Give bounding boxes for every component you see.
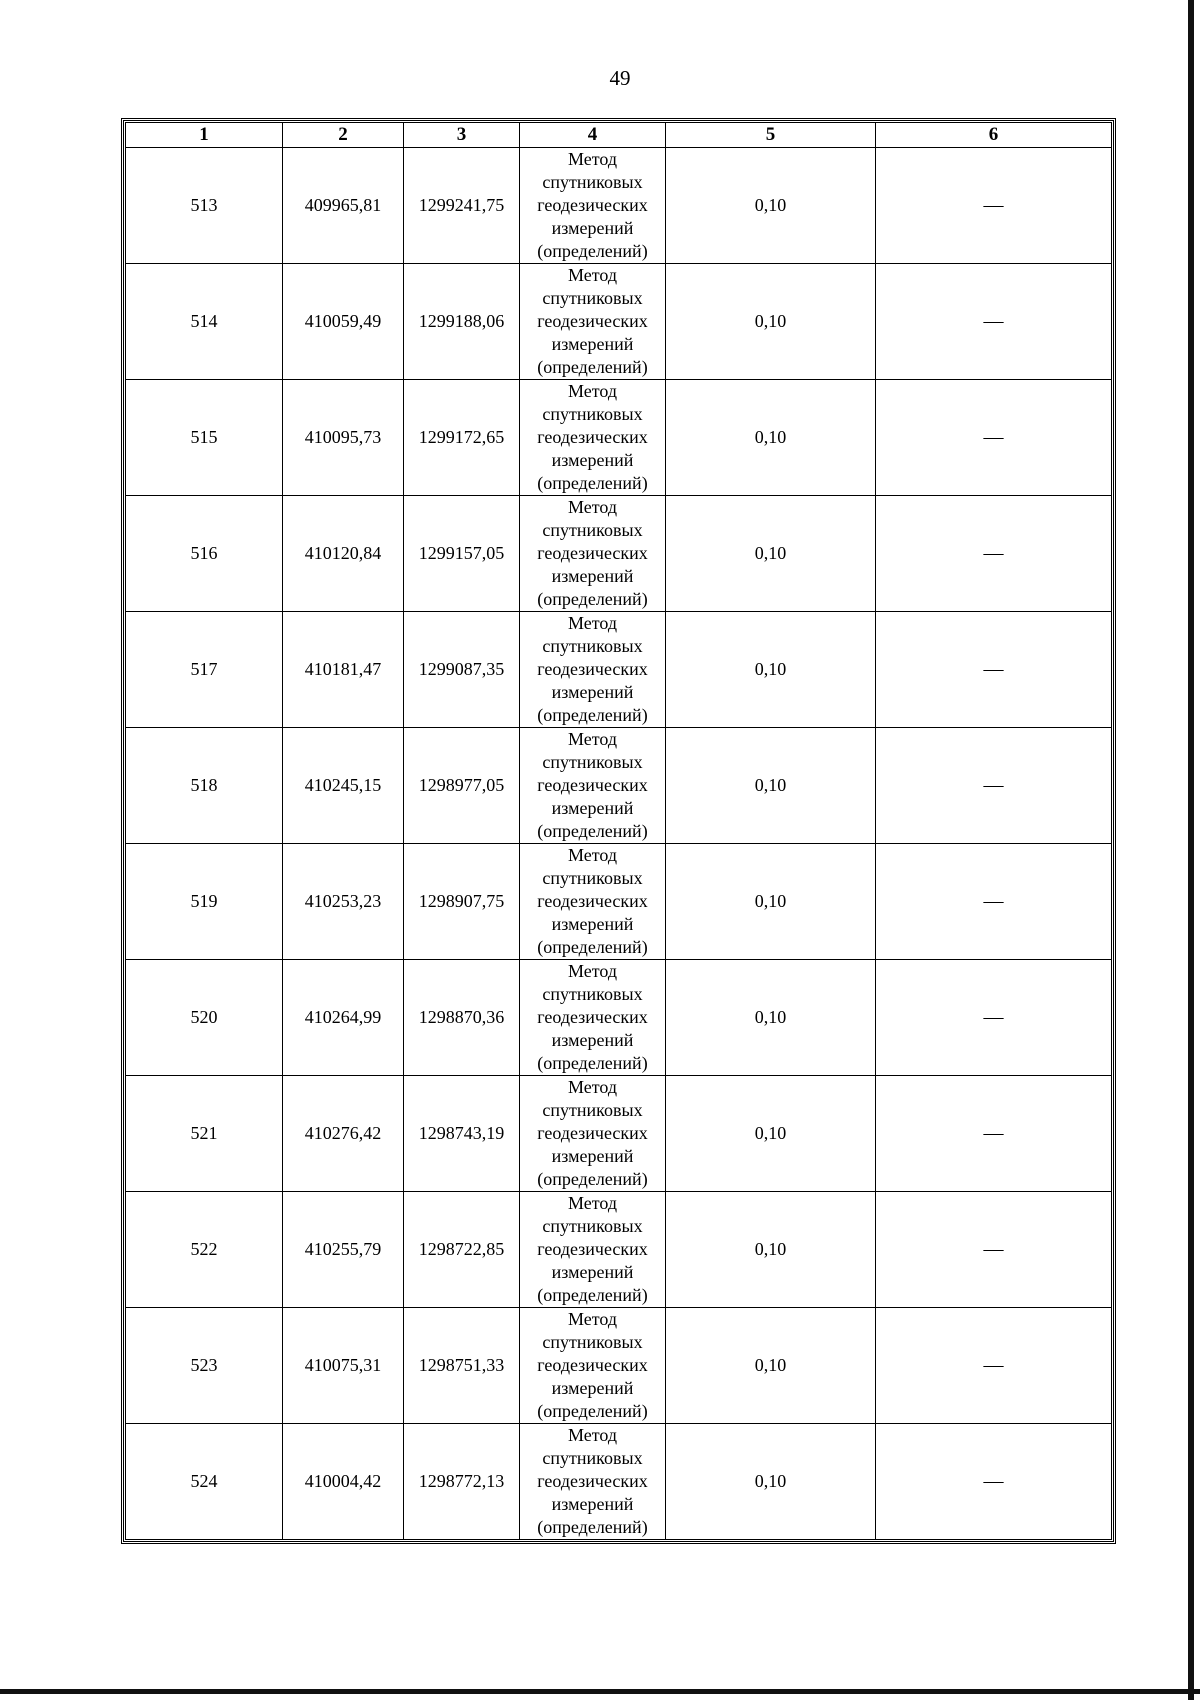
accuracy-cell: 0,10: [666, 380, 876, 496]
note-cell: —: [876, 728, 1112, 844]
column-header-5: 5: [666, 123, 876, 148]
point-number-cell: 519: [126, 844, 283, 960]
page-number: 49: [609, 66, 631, 90]
y-coordinate-cell: 1299172,65: [404, 380, 520, 496]
coordinates-table-frame: [121, 118, 1116, 1544]
table-row: [126, 1076, 1112, 1192]
note-cell: —: [876, 1076, 1112, 1192]
point-number-cell: 520: [126, 960, 283, 1076]
point-number-cell: 524: [126, 1424, 283, 1540]
accuracy-cell: 0,10: [666, 612, 876, 728]
method-cell: Метод спутниковых геодезических измерений (определений): [520, 380, 666, 496]
column-header-4: 4: [520, 123, 666, 148]
method-cell: Метод спутниковых геодезических измерений (определений): [520, 1076, 666, 1192]
note-cell: —: [876, 1424, 1112, 1540]
method-cell: Метод спутниковых геодезических измерений (определений): [520, 1424, 666, 1540]
y-coordinate-cell: 1298722,85: [404, 1192, 520, 1308]
note-cell: —: [876, 496, 1112, 612]
method-cell: Метод спутниковых геодезических измерений (определений): [520, 264, 666, 380]
coordinates-table: [125, 122, 1112, 1540]
method-cell: Метод спутниковых геодезических измерений (определений): [520, 728, 666, 844]
accuracy-cell: 0,10: [666, 728, 876, 844]
point-number-cell: 517: [126, 612, 283, 728]
x-coordinate-cell: 410276,42: [283, 1076, 404, 1192]
y-coordinate-cell: 1298772,13: [404, 1424, 520, 1540]
table-row: [126, 1308, 1112, 1424]
method-cell: Метод спутниковых геодезических измерений (определений): [520, 496, 666, 612]
note-cell: —: [876, 612, 1112, 728]
accuracy-cell: 0,10: [666, 496, 876, 612]
note-cell: —: [876, 1308, 1112, 1424]
accuracy-cell: 0,10: [666, 960, 876, 1076]
table-body: [126, 148, 1112, 1540]
x-coordinate-cell: 410120,84: [283, 496, 404, 612]
point-number-cell: 523: [126, 1308, 283, 1424]
table-row: [126, 728, 1112, 844]
x-coordinate-cell: 410004,42: [283, 1424, 404, 1540]
x-coordinate-cell: 410095,73: [283, 380, 404, 496]
table-row: [126, 148, 1112, 264]
column-header-1: 1: [126, 123, 283, 148]
note-cell: —: [876, 380, 1112, 496]
note-cell: —: [876, 844, 1112, 960]
y-coordinate-cell: 1299087,35: [404, 612, 520, 728]
point-number-cell: 518: [126, 728, 283, 844]
table-row: [126, 1192, 1112, 1308]
accuracy-cell: 0,10: [666, 1424, 876, 1540]
table-row: [126, 380, 1112, 496]
column-header-3: 3: [404, 123, 520, 148]
y-coordinate-cell: 1298870,36: [404, 960, 520, 1076]
method-cell: Метод спутниковых геодезических измерений (определений): [520, 612, 666, 728]
column-header-2: 2: [283, 123, 404, 148]
accuracy-cell: 0,10: [666, 844, 876, 960]
y-coordinate-cell: 1299157,05: [404, 496, 520, 612]
point-number-cell: 515: [126, 380, 283, 496]
x-coordinate-cell: 410255,79: [283, 1192, 404, 1308]
accuracy-cell: 0,10: [666, 1192, 876, 1308]
method-cell: Метод спутниковых геодезических измерений (определений): [520, 1308, 666, 1424]
y-coordinate-cell: 1298977,05: [404, 728, 520, 844]
x-coordinate-cell: 410245,15: [283, 728, 404, 844]
table-row: [126, 960, 1112, 1076]
y-coordinate-cell: 1299241,75: [404, 148, 520, 264]
table-row: [126, 264, 1112, 380]
method-cell: Метод спутниковых геодезических измерений (определений): [520, 1192, 666, 1308]
accuracy-cell: 0,10: [666, 148, 876, 264]
y-coordinate-cell: 1299188,06: [404, 264, 520, 380]
y-coordinate-cell: 1298743,19: [404, 1076, 520, 1192]
point-number-cell: 513: [126, 148, 283, 264]
column-header-6: 6: [876, 123, 1112, 148]
method-cell: Метод спутниковых геодезических измерений (определений): [520, 960, 666, 1076]
accuracy-cell: 0,10: [666, 264, 876, 380]
point-number-cell: 514: [126, 264, 283, 380]
table-header-row: [126, 123, 1112, 148]
x-coordinate-cell: 409965,81: [283, 148, 404, 264]
x-coordinate-cell: 410075,31: [283, 1308, 404, 1424]
table-row: [126, 844, 1112, 960]
accuracy-cell: 0,10: [666, 1076, 876, 1192]
y-coordinate-cell: 1298751,33: [404, 1308, 520, 1424]
point-number-cell: 516: [126, 496, 283, 612]
table-row: [126, 612, 1112, 728]
note-cell: —: [876, 1192, 1112, 1308]
accuracy-cell: 0,10: [666, 1308, 876, 1424]
note-cell: —: [876, 148, 1112, 264]
note-cell: —: [876, 960, 1112, 1076]
point-number-cell: 522: [126, 1192, 283, 1308]
scan-border-bottom: [0, 1689, 1200, 1694]
point-number-cell: 521: [126, 1076, 283, 1192]
x-coordinate-cell: 410181,47: [283, 612, 404, 728]
note-cell: —: [876, 264, 1112, 380]
method-cell: Метод спутниковых геодезических измерений (определений): [520, 148, 666, 264]
method-cell: Метод спутниковых геодезических измерений (определений): [520, 844, 666, 960]
table-row: [126, 496, 1112, 612]
x-coordinate-cell: 410264,99: [283, 960, 404, 1076]
y-coordinate-cell: 1298907,75: [404, 844, 520, 960]
scan-border-right: [1188, 0, 1194, 1700]
x-coordinate-cell: 410059,49: [283, 264, 404, 380]
table-row: [126, 1424, 1112, 1540]
x-coordinate-cell: 410253,23: [283, 844, 404, 960]
